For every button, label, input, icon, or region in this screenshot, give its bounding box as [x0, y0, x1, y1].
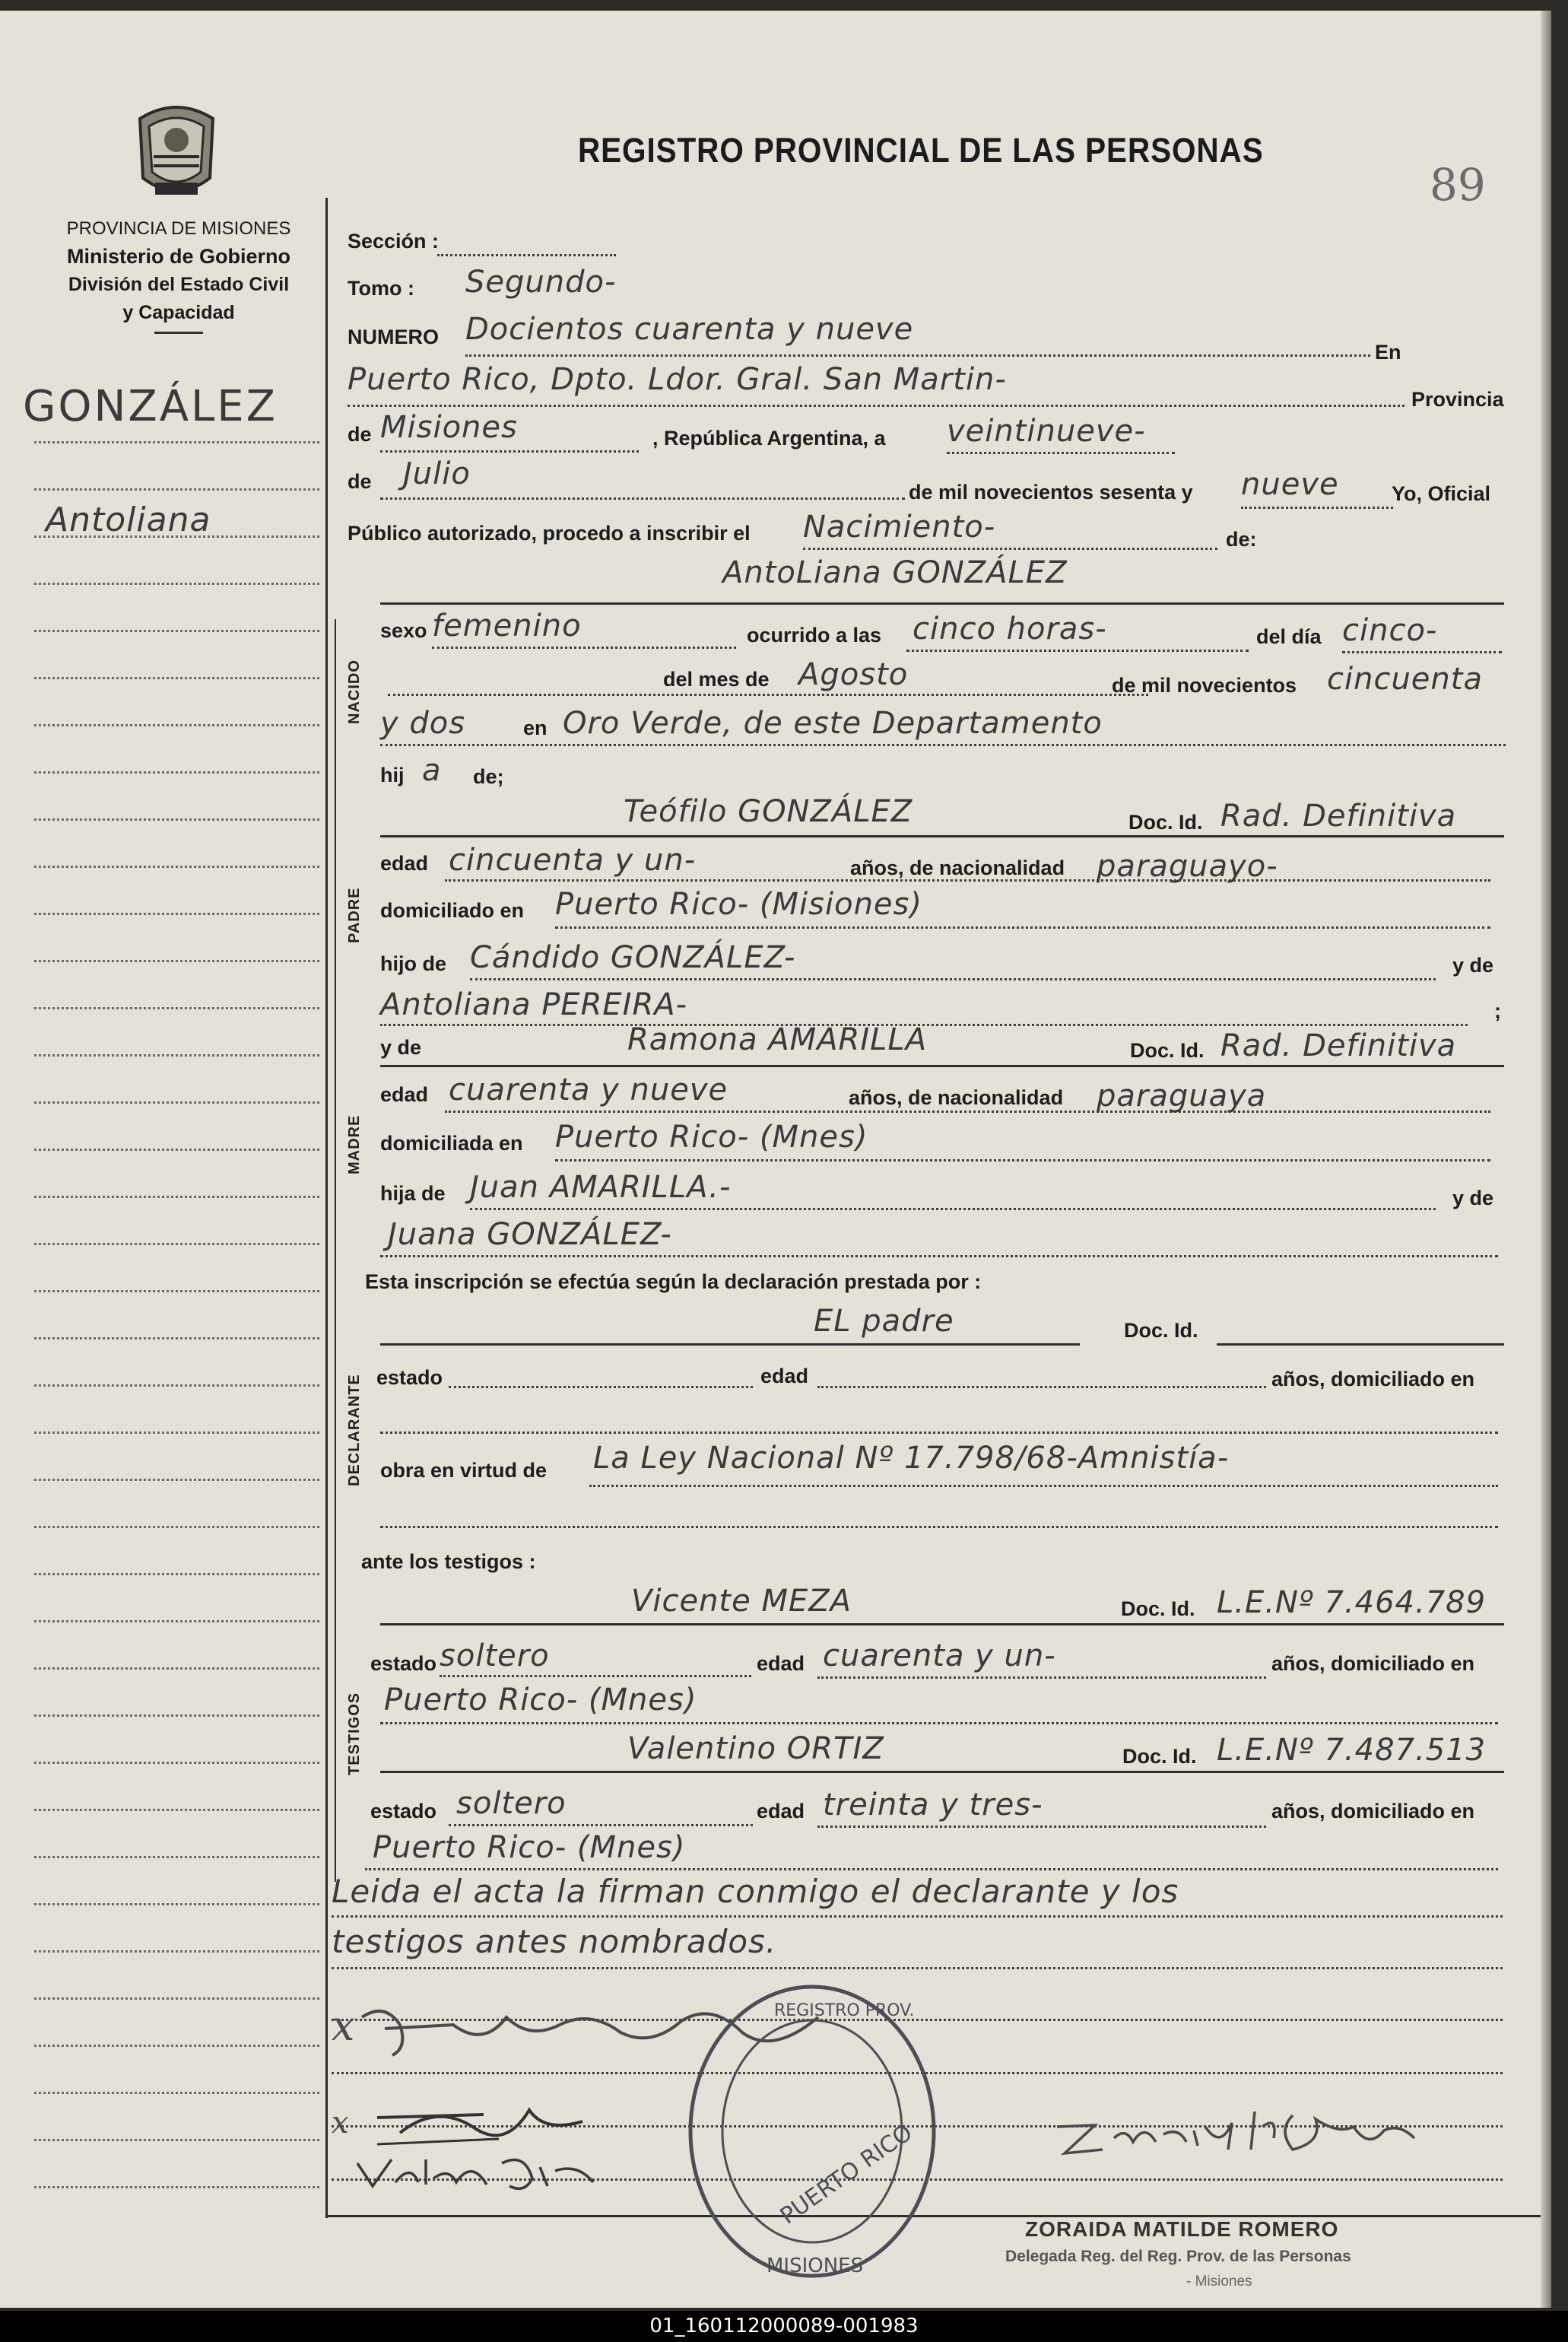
value-nombre: AntoLiana GONZÁLEZ — [722, 555, 1068, 590]
signature-testigo-2 — [350, 2148, 608, 2201]
value-mes-nac: Agosto — [798, 657, 909, 692]
value-acto: Nacimiento- — [803, 510, 996, 545]
label-madre-doc: Doc. Id. — [1130, 1039, 1205, 1062]
label-de-mes: de — [348, 470, 372, 493]
label-declarante-edad: edad — [760, 1365, 809, 1387]
label-publico: Público autorizado, procedo a inscribir el — [348, 522, 751, 545]
value-padre-hijo-de: Cándido GONZÁLEZ- — [470, 940, 796, 975]
label-numero: NUMERO — [348, 326, 439, 348]
label-testigos-intro: ante los testigos : — [361, 1550, 536, 1573]
value-t2-nombre: Valentino ORTIZ — [627, 1731, 884, 1766]
official-stamp — [683, 1979, 941, 2283]
value-madre-doc: Rad. Definitiva — [1220, 1028, 1457, 1063]
value-mes: Julio — [403, 456, 471, 491]
value-padre-nombre: Teófilo GONZÁLEZ — [624, 794, 913, 829]
side-madre: MADRE — [346, 1114, 363, 1174]
label-madre-dom: domiciliada en — [380, 1132, 523, 1155]
side-declarante: DECLARANTE — [346, 1374, 363, 1486]
value-madre-hija-de: Juan AMARILLA.- — [470, 1170, 732, 1205]
value-provincia: Misiones — [380, 410, 518, 445]
value-anio: nueve — [1241, 467, 1339, 502]
value-tomo: Segundo- — [465, 265, 617, 300]
label-declarante-doc: Doc. Id. — [1124, 1319, 1198, 1342]
label-padre-anos-nac: años, de nacionalidad — [850, 856, 1065, 879]
label-obra: obra en virtud de — [380, 1459, 548, 1482]
value-sexo: femenino — [432, 609, 582, 643]
org-divider — [154, 332, 203, 334]
value-t1-doc: L.E.Nº 7.464.789 — [1217, 1585, 1487, 1620]
value-t2-dom: Puerto Rico- (Mnes) — [373, 1830, 686, 1865]
org-line-capacity: y Capacidad — [122, 302, 235, 323]
org-line-province: PROVINCIA DE MISIONES — [66, 218, 291, 239]
value-padre-doc: Rad. Definitiva — [1220, 799, 1457, 834]
label-t2-estado: estado — [370, 1800, 437, 1822]
label-t2-doc: Doc. Id. — [1122, 1745, 1197, 1768]
label-ocurrido: ocurrido a las — [747, 624, 882, 647]
org-line-division: División del Estado Civil — [68, 274, 290, 295]
page-number: 89 — [1430, 159, 1486, 211]
label-t2-anos-dom: años, domiciliado en — [1271, 1800, 1475, 1822]
signature-oficial — [1049, 2096, 1445, 2165]
label-mil-sesenta: de mil novecientos sesenta y — [909, 481, 1193, 504]
officer-name: ZORAIDA MATILDE ROMERO — [1025, 2217, 1339, 2241]
label-madre-y-de-2: y de — [1452, 1187, 1494, 1209]
value-madre-nac: paraguaya — [1097, 1079, 1267, 1114]
label-padre-y-de: y de — [1452, 954, 1494, 977]
officer-role: Delegada Reg. del Reg. Prov. de las Personas — [1005, 2248, 1351, 2265]
label-padre-hijo-de: hijo de — [380, 952, 446, 975]
svg-text:x: x — [332, 2105, 349, 2140]
register-page — [0, 11, 1551, 2308]
value-t1-estado: soltero — [440, 1638, 550, 1673]
label-declarante-estado: estado — [376, 1366, 443, 1389]
value-madre-madre: Juana GONZÁLEZ- — [388, 1217, 672, 1252]
label-declarante-anos-dom: años, domiciliado en — [1271, 1368, 1475, 1390]
margin-surname: GONZÁLEZ — [23, 382, 278, 431]
value-place: Puerto Rico, Dpto. Ldor. Gral. San Martin- — [348, 362, 1007, 397]
value-dia-nac: cinco- — [1342, 613, 1438, 648]
coat-of-arms-icon — [126, 93, 227, 207]
value-numero: Docientos cuarenta y nueve — [465, 312, 914, 347]
side-testigos: TESTIGOS — [346, 1692, 363, 1775]
value-padre-madre: Antoliana PEREIRA- — [380, 987, 688, 1022]
label-sexo: sexo — [380, 619, 427, 642]
label-seccion: Sección : — [348, 230, 440, 253]
label-republica: , República Argentina, a — [652, 427, 886, 450]
side-padre: PADRE — [346, 887, 363, 943]
value-hij-suffix: a — [422, 753, 442, 788]
svg-text:x: x — [332, 2002, 355, 2050]
value-hora: cinco horas- — [913, 612, 1107, 647]
value-padre-edad: cincuenta y un- — [449, 843, 697, 878]
value-t2-doc: L.E.Nº 7.487.513 — [1217, 1733, 1487, 1768]
margin-given-name: Antoliana — [46, 500, 211, 539]
label-yo-oficial: Yo, Oficial — [1392, 482, 1491, 505]
label-padre-edad: edad — [380, 852, 429, 875]
value-declarante: EL padre — [814, 1304, 954, 1339]
label-madre-hija-de: hija de — [380, 1182, 446, 1205]
value-anio-nac-b: y dos — [380, 706, 466, 741]
label-tomo: Tomo : — [348, 277, 414, 300]
org-line-ministry: Ministerio de Gobierno — [66, 245, 291, 268]
page-title: REGISTRO PROVINCIAL DE LAS PERSONAS — [578, 131, 1264, 170]
officer-location: - Misiones — [1186, 2274, 1252, 2290]
issuing-authority — [23, 214, 335, 334]
value-t1-dom: Puerto Rico- (Mnes) — [384, 1683, 697, 1718]
value-padre-nac: paraguayo- — [1097, 849, 1278, 884]
section-rule — [335, 619, 336, 1882]
label-de: de — [348, 423, 372, 446]
value-padre-dom: Puerto Rico- (Misiones) — [555, 887, 922, 922]
label-en: En — [1375, 341, 1401, 364]
side-nacido: NACIDO — [346, 659, 363, 724]
closing-line-1: Leida el acta la firman conmigo el declarante y los — [332, 1873, 1179, 1910]
label-de-colon: de: — [1226, 528, 1257, 551]
stamp-text-bottom: MISIONES — [767, 2255, 864, 2277]
label-madre-anos-nac: años, de nacionalidad — [849, 1086, 1064, 1109]
label-provincia: Provincia — [1411, 388, 1504, 411]
value-madre-dom: Puerto Rico- (Mnes) — [555, 1120, 868, 1155]
label-padre-dom: domiciliado en — [380, 899, 525, 922]
value-t1-nombre: Vicente MEZA — [631, 1584, 852, 1619]
label-t1-edad: edad — [757, 1652, 805, 1675]
label-padre-doc: Doc. Id. — [1128, 811, 1203, 834]
file-caption: 01_160112000089-001983 — [0, 2311, 1568, 2342]
label-declaracion: Esta inscripción se efectúa según la declaración prestada por : — [365, 1270, 982, 1293]
label-madre-edad: edad — [380, 1083, 429, 1106]
label-t1-doc: Doc. Id. — [1121, 1597, 1195, 1620]
value-t1-edad: cuarenta y un- — [823, 1638, 1056, 1673]
label-en-lugar: en — [523, 717, 548, 739]
left-rule — [325, 198, 328, 2218]
value-t2-edad: treinta y tres- — [823, 1787, 1043, 1822]
stamp-text-center: PUERTO RICO — [775, 2119, 918, 2230]
label-de-semicolon: de; — [473, 765, 504, 788]
signature-testigo-1 — [332, 2087, 621, 2156]
label-semicolon: ; — [1494, 999, 1501, 1022]
value-madre-nombre: Ramona AMARILLA — [627, 1022, 928, 1057]
value-dia: veintinueve- — [947, 414, 1146, 449]
value-lugar-nac: Oro Verde, de este Departamento — [563, 706, 1103, 741]
value-ley: La Ley Nacional Nº 17.798/68-Amnistía- — [593, 1441, 1230, 1476]
label-del-dia: del día — [1256, 625, 1322, 648]
label-del-mes: del mes de — [663, 668, 770, 691]
closing-line-2: testigos antes nombrados. — [332, 1923, 777, 1960]
value-madre-edad: cuarenta y nueve — [449, 1072, 728, 1107]
label-madre-y-de: y de — [380, 1036, 422, 1059]
label-t1-anos-dom: años, domiciliado en — [1271, 1652, 1475, 1675]
label-hij: hij — [380, 764, 405, 786]
label-t1-estado: estado — [370, 1652, 437, 1675]
value-t2-estado: soltero — [456, 1786, 567, 1821]
value-anio-nac-a: cincuenta — [1327, 662, 1483, 697]
label-mil-novecientos: de mil novecientos — [1112, 674, 1297, 697]
label-t2-edad: edad — [757, 1800, 805, 1822]
stamp-text-top: REGISTRO PROV. — [774, 2001, 915, 2020]
